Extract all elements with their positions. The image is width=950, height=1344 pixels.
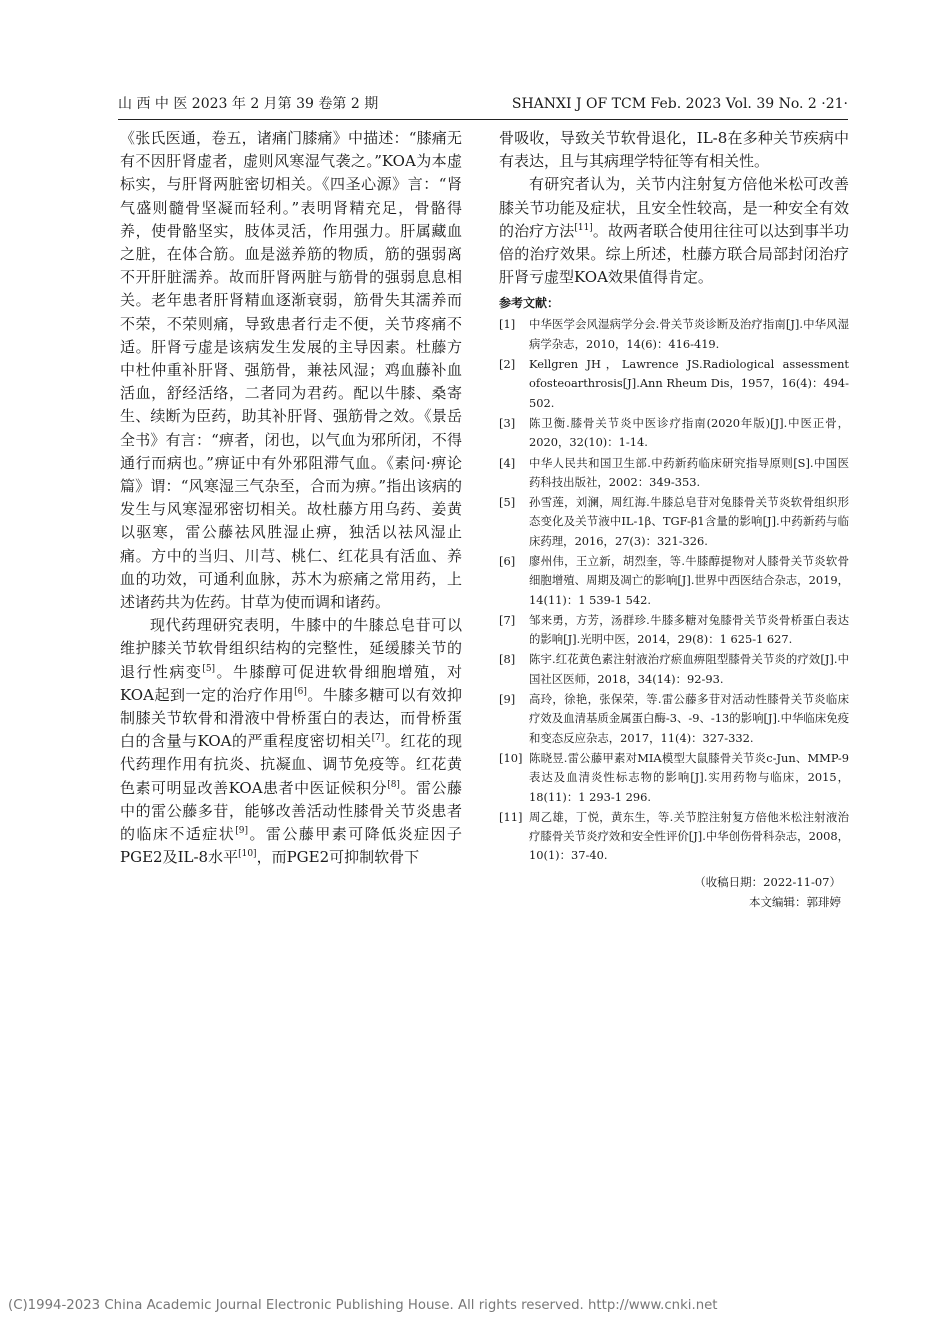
copyright-footer: (C)1994-2023 China Academic Journal Electronic Publishing House. All rights reserved. http://www.cnki.net xyxy=(8,1298,718,1313)
reference-item: [11] 周乙雄，丁悦，黄东生，等.关节腔注射复方倍他米松注射液治疗膝骨关节炎疗效和安全性评价[J].中华创伤骨科杂志，2008，10(1)：37-40. xyxy=(499,809,849,863)
citation-10[interactable]: [10] xyxy=(238,849,257,860)
citation-6[interactable]: [6] xyxy=(294,686,307,697)
citation-5[interactable]: [5] xyxy=(202,663,216,674)
left-column xyxy=(120,127,462,870)
journal-header-cn: 山 西 中 医 2023 年 2 月第 39 卷第 2 期 xyxy=(118,96,379,112)
reference-item: [8] 陈宇.红花黄色素注射液治疗瘀血痹阻型膝骨关节炎的疗效[J].中国社区医师，2018，34(14)：92-93. xyxy=(499,652,849,686)
reference-item: [7] 邹来勇，方芳，汤群珍.牛膝多糖对兔膝骨关节炎骨桥蛋白表达的影响[J].光明中医，2014，29(8)：1 625-1 627. xyxy=(499,612,849,647)
citation-9[interactable]: [9] xyxy=(235,826,248,837)
reference-item: [4] 中华人民共和国卫生部.中药新药临床研究指导原则[S].中国医药科技出版社，2002：349-353. xyxy=(499,455,849,489)
paragraph-pharmacology: 现代药理研究表明，牛膝中的牛膝总皂苷可以维护膝关节软骨组织结构的完整性，延缓膝关节的退行性病变[5]。牛膝醇可促进软骨细胞增殖，对KOA起到一定的治疗作用[6]。牛膝多糖可以有效抑制膝关节软骨和滑液中骨桥蛋白的表达，而骨桥蛋白的含量与KOA的严重程度密切相关[7]。红花的现代药理作用有抗炎、抗凝血、调节免疫等。红花黄色素可明显改善KOA患者中医证候积分[8]。雷公藤中的雷公藤多苷，能够改善活动性膝骨关节炎患者的临床不适症状[9]。雷公藤甲素可降低炎症因子PGE2及IL-8水平[10]，而PGE2可抑制软骨下 xyxy=(120,616,462,867)
reference-item: [3] 陈卫衡.膝骨关节炎中医诊疗指南(2020年版)[J].中医正骨，2020，32(10)：1-14. xyxy=(499,415,849,450)
reference-list xyxy=(499,315,849,865)
reference-item: [5] 孙雪莲，刘澜，周红海.牛膝总皂苷对兔膝骨关节炎软骨组织形态变化及关节液中IL-1β、TGF-β1含量的影响[J].中药新药与临床药理，2016，27(3)：321-326. xyxy=(499,495,849,548)
paragraph-conclusion: 有研究者认为，关节内注射复方倍他米松可改善膝关节功能及症状，且安全性较高，是一种安全有效的治疗方法[11]。故两者联合使用往往可以达到事半功倍的治疗效果。综上所述，杜藤方联合局部封闭治疗肝肾亏虚型KOA效果值得肯定。 xyxy=(499,175,849,287)
right-column xyxy=(499,127,849,912)
header-divider xyxy=(118,119,848,120)
reference-item: [2] Kellgren JH，Lawrence JS.Radiological assessment ofosteoarthrosis[J].Ann Rheum Dis，1957，16(4)：494-502. xyxy=(499,357,849,410)
reference-item: [6] 廖州伟，王立新，胡烈奎，等.牛膝醇提物对人膝骨关节炎软骨细胞增殖、周期及凋亡的影响[J].世界中西医结合杂志，2019，14(11)：1 539-1 542. xyxy=(499,553,849,607)
editor-credit: 本文编辑：郭琲婷 xyxy=(749,894,841,909)
citation-7[interactable]: [7] xyxy=(371,733,385,744)
running-header xyxy=(118,92,848,116)
reference-item: [10] 陈晓昱.雷公藤甲素对MIA模型大鼠膝骨关节炎c-Jun、MMP-9表达及血清炎性标志物的影响[J].实用药物与临床，2015，18(11)：1 293-1 296. xyxy=(499,750,849,804)
paragraph-tcm-theory: 《张氏医通，卷五，诸痛门膝痛》中描述：“膝痛无有不因肝肾虚者，虚则风寒湿气袭之。”KOA为本虚标实，与肝肾两脏密切相关。《四圣心源》言：“肾气盛则髓骨坚凝而轻利。”表明肾精充足，骨骼得养，使骨骼坚实，肢体灵活，作用强力。肝属藏血之脏，在体合筋。血是滋养筋的物质，筋的强弱离不开肝脏濡养。故而肝肾两脏与筋骨的强弱息息相关。老年患者肝肾精血逐渐衰弱，筋骨失其濡养而不荣，不荣则痛，导致患者行走不便，关节疼痛不适。肝肾亏虚是该病发生发展的主导因素。杜藤方中杜仲重补肝肾、强筋骨，兼祛风湿；鸡血藤补血活血，舒经活络，二者同为君药。配以牛膝、桑寄生、续断为臣药，助其补肝肾、强筋骨之效。《景岳全书》有言：“痹者，闭也，以气血为邪所闭，不得通行而病也。”痹证中有外邪阻滞气血。《素问·痹论篇》谓：“风寒湿三气杂至，合而为痹。”指出该病的发生与风寒湿邪密切相关。故杜藤方用乌药、姜黄以驱寒，雷公藤祛风胜湿止痹，独活以祛风湿止痛。方中的当归、川芎、桃仁、红花具有活血、养血的功效，可通利血脉，苏木为瘀痛之常用药，上述诸药共为佐药。甘草为使而调和诸药。 xyxy=(120,129,462,612)
received-date: （收稿日期：2022-11-07） xyxy=(694,874,841,889)
reference-item: [1] 中华医学会风湿病学分会.骨关节炎诊断及治疗指南[J].中华风湿病学杂志，2010，14(6)：416-419. xyxy=(499,317,849,351)
citation-11[interactable]: [11] xyxy=(574,222,593,233)
journal-header-en: SHANXI J OF TCM Feb. 2023 Vol. 39 No. 2 ·21· xyxy=(511,96,848,112)
reference-item: [9] 高玲，徐艳，张保荣，等.雷公藤多苷对活动性膝骨关节炎临床疗效及血清基质金属蛋白酶-3、-9、-13的影响[J].中华临床免疫和变态反应杂志，2017，11(4)：327-332. xyxy=(499,692,849,745)
citation-8[interactable]: [8] xyxy=(387,779,400,790)
paragraph-continuation: 骨吸收，导致关节软骨退化，IL-8在多种关节疾病中有表达，且与其病理学特征等有相关性。 xyxy=(499,129,849,171)
references-title: 参考文献： xyxy=(499,296,560,311)
